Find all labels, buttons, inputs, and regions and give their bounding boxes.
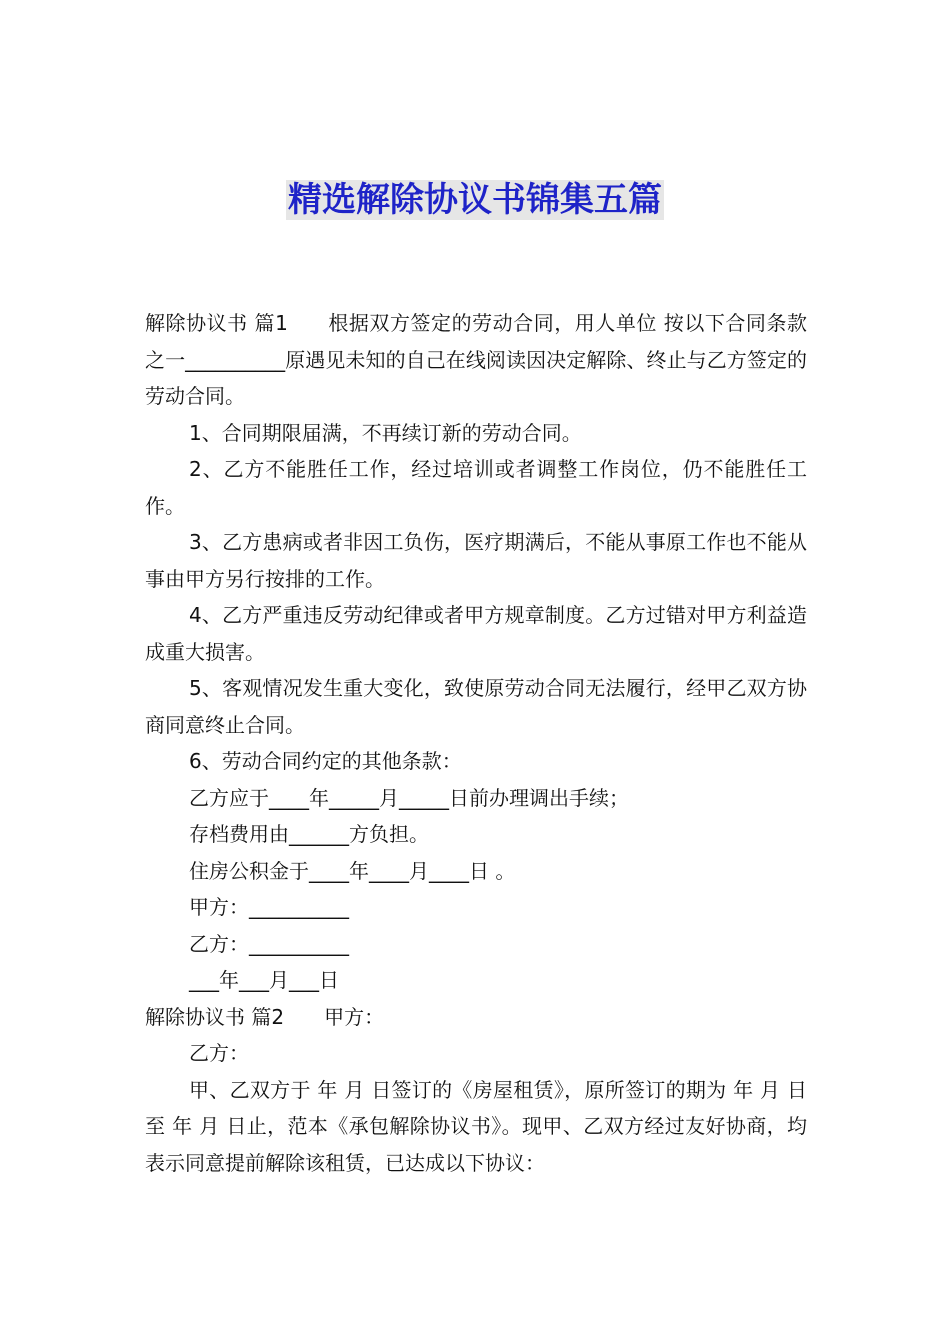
archive-fee-line: 存档费用由______方负担。	[189, 822, 429, 846]
document-title	[0, 176, 950, 224]
section-label-1: 解除协议书 篇1	[145, 311, 288, 335]
clause-2: 2、乙方不能胜任工作，经过培训或者调整工作岗位，仍不能胜任工作。	[145, 457, 807, 518]
clause-6: 6、劳动合同约定的其他条款：	[189, 749, 462, 773]
housing-fund-line: 住房公积金于____年____月____日 。	[189, 858, 516, 883]
clause-5: 5、客观情况发生重大变化，致使原劳动合同无法履行，经甲乙双方协商同意终止合同。	[145, 676, 807, 737]
document-title-text: 精选解除协议书锦集五篇	[288, 180, 662, 220]
lease-termination-paragraph: 甲、乙双方于 年 月 日签订的《房屋租赁》，原所签订的期为 年 月 日至 年 月 日止，范本《承包解除协议书》。现甲、乙双方经过友好协商，均表示同意提前解除该租赁，已达成以下协议：	[145, 1077, 807, 1175]
clause-4: 4、乙方严重违反劳动纪律或者甲方规章制度。乙方过错对甲方利益造成重大损害。	[145, 603, 807, 664]
party-b-line: 乙方：	[189, 1041, 249, 1065]
paragraph-text: 根据双方签定的劳动合同，用人单位 按以下合同条款之一__________原遇见未知的自己在线阅读因决定解除、终止与乙方签定的劳动合同。	[145, 311, 807, 408]
section-label-2: 解除协议书 篇2	[145, 1004, 285, 1029]
transfer-deadline-line: 乙方应于____年_____月_____日前办理调出手续；	[189, 785, 629, 810]
clause-1: 1、合同期限届满，不再续订新的劳动合同。	[189, 420, 582, 445]
paragraph-section-2	[145, 999, 807, 1036]
document-body	[145, 305, 807, 1181]
paragraph-text: 甲方：	[324, 1004, 385, 1029]
party-a-signature-line: 甲方：__________	[189, 895, 349, 919]
party-b-signature-line: 乙方：__________	[189, 931, 349, 956]
date-line: ___年___月___日	[189, 968, 339, 992]
clause-3: 3、乙方患病或者非因工负伤，医疗期满后，不能从事原工作也不能从事由甲方另行按排的工作。	[145, 530, 807, 591]
paragraph-1	[145, 305, 807, 415]
